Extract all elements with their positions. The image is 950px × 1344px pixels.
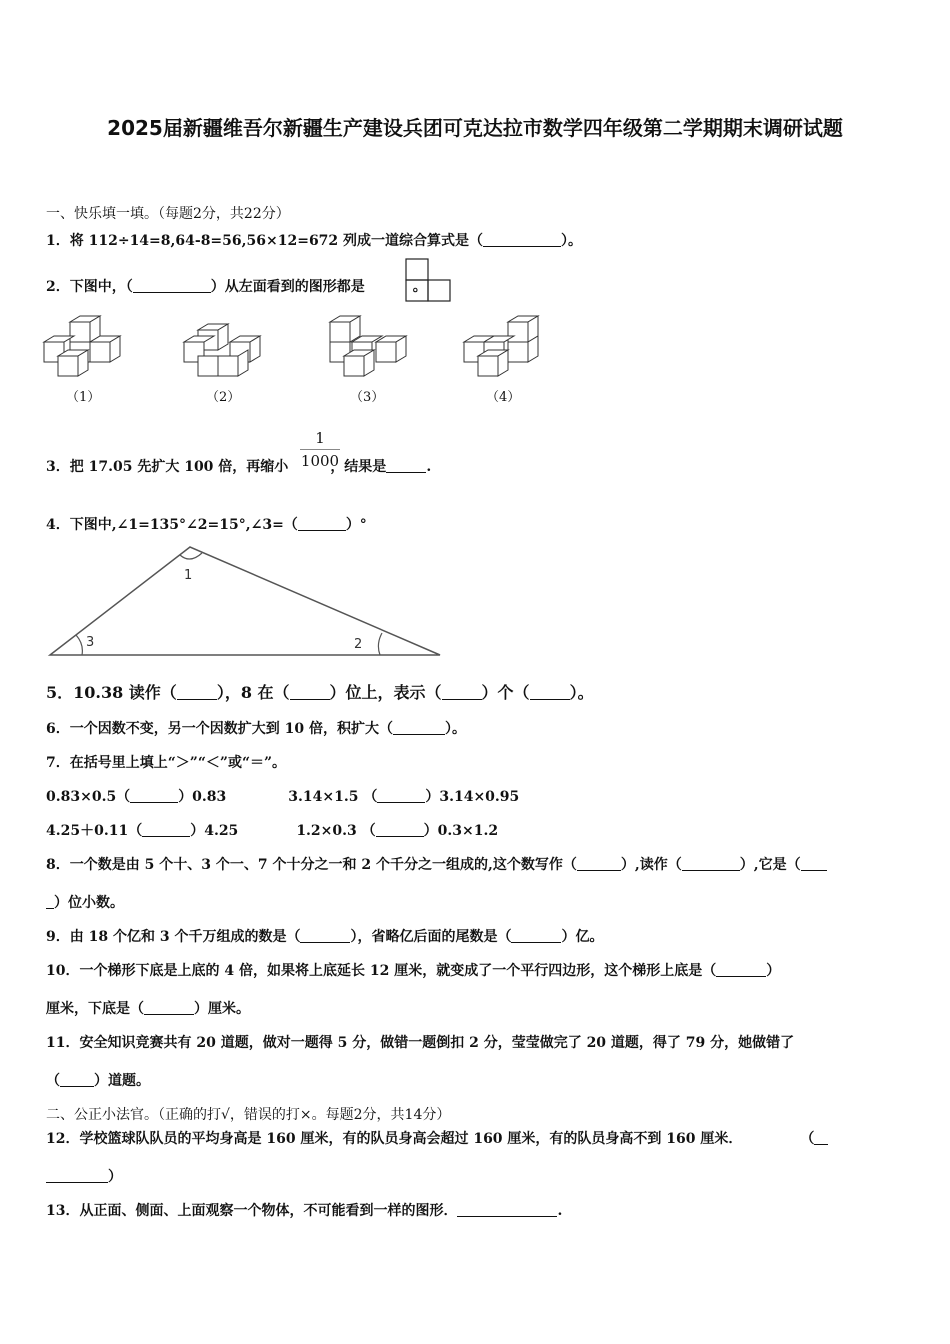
question-5: 5．10.38 读作（ ），8 在（ ）位上，表示（ ）个（ ）。	[46, 683, 594, 702]
question-10-cont: 厘米，下底是（ ）厘米。	[46, 1001, 250, 1017]
fraction-one-thousandth: $\frac{1}{1000}$	[300, 429, 340, 470]
question-11-cont: （ ）道题。	[46, 1073, 150, 1089]
section-1-heading: 一、快乐填一填。（每题2分，共22分）	[46, 206, 290, 222]
angle-label-1: 1	[184, 568, 193, 583]
question-3: 3．把 17.05 先扩大 100 倍，再缩小 ，结果是 .	[46, 459, 432, 475]
question-7: 7．在括号里上填上“＞”“＜”或“＝”。	[46, 755, 287, 771]
question-11: 11．安全知识竞赛共有 20 道题，做对一题得 5 分，做错一题倒扣 2 分，莹莹做完了 20 道题，得了 79 分，她做错了	[46, 1035, 795, 1051]
cube-figure-2-icon	[182, 322, 262, 380]
question-12: 12．学校篮球队队员的平均身高是 160 厘米，有的队员身高会超过 160 厘米，有的队员身高不到 160 厘米． （	[46, 1128, 828, 1148]
figure-caption-1: （1）	[66, 390, 101, 405]
question-8: 8．一个数是由 5 个十、3 个一、7 个十分之一和 2 个千分之一组成的,这个数写作（ ）,读作（ ）,它是（	[46, 854, 827, 874]
angle-label-2: 2	[354, 637, 363, 652]
question-1: 1．将 112÷14=8,64-8=56,56×12=672 列成一道综合算式是（ ）。	[46, 233, 583, 249]
question-9: 9．由 18 个亿和 3 个千万组成的数是（ ），省略亿后面的尾数是（ ）亿。	[46, 929, 604, 945]
question-8-cont: ）位小数。	[46, 892, 124, 912]
question-2: 2．下图中，（ ）从左面看到的图形都是 。	[46, 279, 427, 295]
triangle-diagram	[46, 540, 446, 662]
angle-label-3: 3	[86, 635, 95, 650]
cube-figure-3-icon	[326, 312, 408, 380]
section-2-heading: 二、公正小法官。（正确的打√，错误的打×。每题2分，共14分）	[46, 1107, 451, 1123]
question-4: 4．下图中,∠1=135°∠2=15°,∠3=（ ）°	[46, 517, 367, 533]
left-view-shape-icon	[404, 257, 452, 303]
question-6: 6．一个因数不变，另一个因数扩大到 10 倍，积扩大（ ）。	[46, 721, 466, 737]
question-10: 10．一个梯形下底是上底的 4 倍，如果将上底延长 12 厘米，就变成了一个平行四边形，这个梯形上底是（ ）	[46, 963, 781, 979]
figure-caption-3: （3）	[350, 390, 385, 405]
question-7-row-1: 0.83×0.5（ ）0.83 3.14×1.5 （ ）3.14×0.95	[46, 789, 520, 805]
question-7-row-2: 4.25＋0.11（ ）4.25 1.2×0.3 （ ）0.3×1.2	[46, 823, 499, 839]
cube-figure-4-icon	[462, 312, 542, 380]
cube-figure-1-icon	[42, 312, 122, 380]
question-12-cont: ）	[46, 1166, 122, 1186]
figure-caption-2: （2）	[206, 390, 241, 405]
question-13: 13．从正面、侧面、上面观察一个物体，不可能看到一样的图形． .	[46, 1203, 563, 1219]
page-title: 2025届新疆维吾尔新疆生产建设兵团可克达拉市数学四年级第二学期期末调研试题	[107, 116, 843, 140]
figure-caption-4: （4）	[486, 390, 521, 405]
